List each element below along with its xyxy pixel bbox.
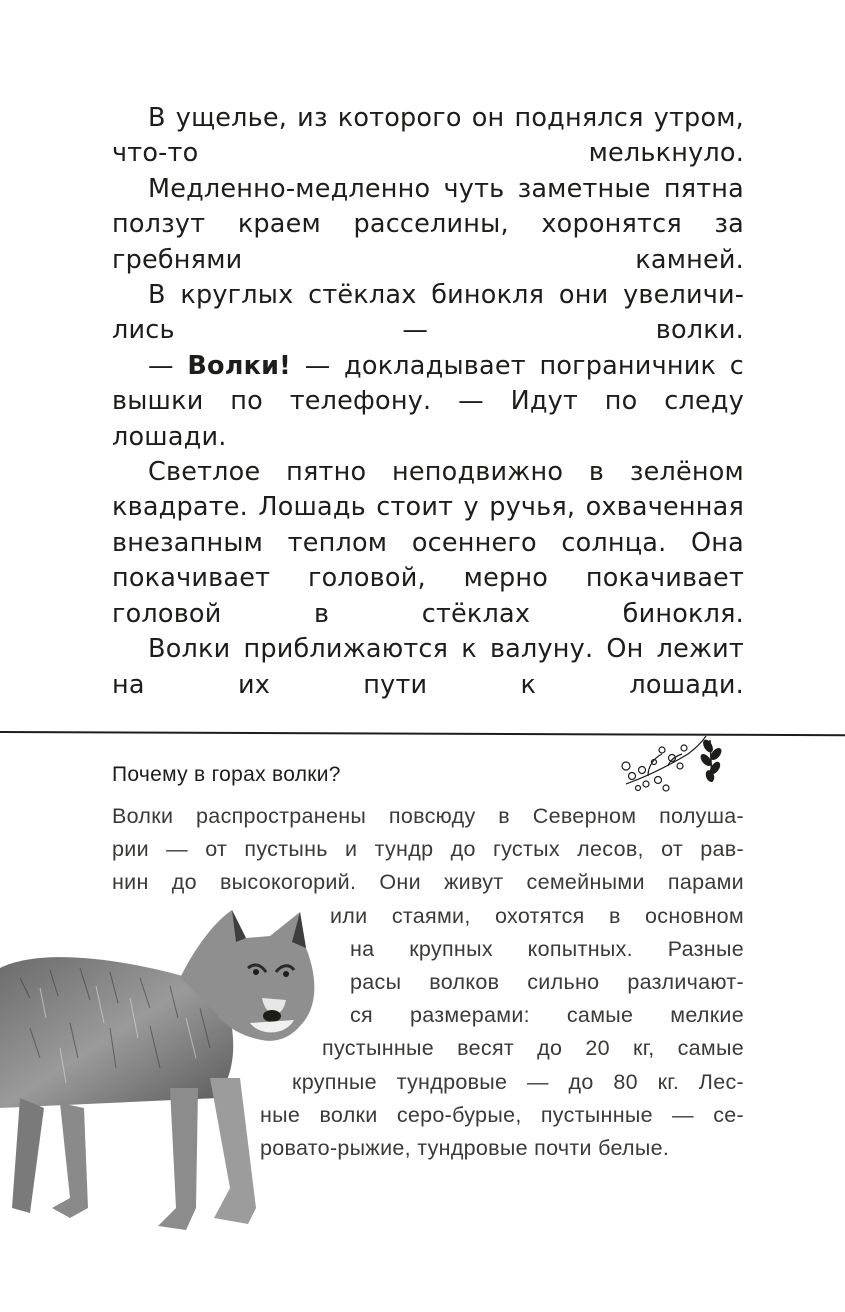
sidebar-line: ровато-рыжие, тундровые почти белые. <box>260 1136 670 1161</box>
sidebar-line: расы волков сильно различают- <box>350 970 744 995</box>
story-paragraph: Медленно-медленно чуть заметные пятна ползут краем расселины, хоронятся за гребнями камней. <box>112 173 744 275</box>
dialogue-dash: — <box>148 350 174 381</box>
story-paragraph: Волки приближаются к валуну. Он лежит на их пути к лошади. <box>112 634 744 700</box>
sidebar-line: ся размерами: самые мелкие <box>350 1003 744 1028</box>
sidebar-line: крупные тундровые — до 80 кг. Лес- <box>292 1069 744 1094</box>
story-paragraph: В ущелье, из которого он поднялся утром, что-то мелькнуло. <box>112 103 744 169</box>
dialogue-exclamation: Волки! <box>187 350 292 381</box>
sidebar-line: на крупных копытных. Разные <box>350 936 744 961</box>
story-dialogue <box>112 349 744 455</box>
sidebar-title: Почему в горах волки? <box>112 763 341 786</box>
story-text <box>112 101 744 703</box>
sidebar-line: ные волки серо-бурые, пустынные — се- <box>260 1102 744 1127</box>
wolf-illustration <box>0 908 320 1258</box>
sidebar-line: нин до высокогорий. Они живут семейными парами <box>112 870 744 895</box>
sidebar-line: или стаями, охотятся в основном <box>330 903 744 928</box>
story-paragraph: В круглых стёклах бинокля они увеличились — волки. <box>112 280 744 346</box>
sidebar-line: рии — от пустынь и тундр до густых лесов, от рав- <box>112 837 744 862</box>
sidebar-line: пустынные весят до 20 кг, самые <box>322 1036 744 1061</box>
sidebar-line: Волки распространены повсюду в Северном полуша- <box>112 804 744 828</box>
dialogue-rest: — докладывает пограничник с вышки по телефону. — Идут по следу лошади. <box>112 350 744 452</box>
berry-branch-icon <box>618 736 728 796</box>
story-paragraph: Светлое пятно неподвижно в зелёном квадрате. Лошадь стоит у ручья, охваченная внезапным теплом осеннего солнца. Она покачивает головой, мерно покачивает головой в стёклах бинокля. <box>112 457 744 629</box>
